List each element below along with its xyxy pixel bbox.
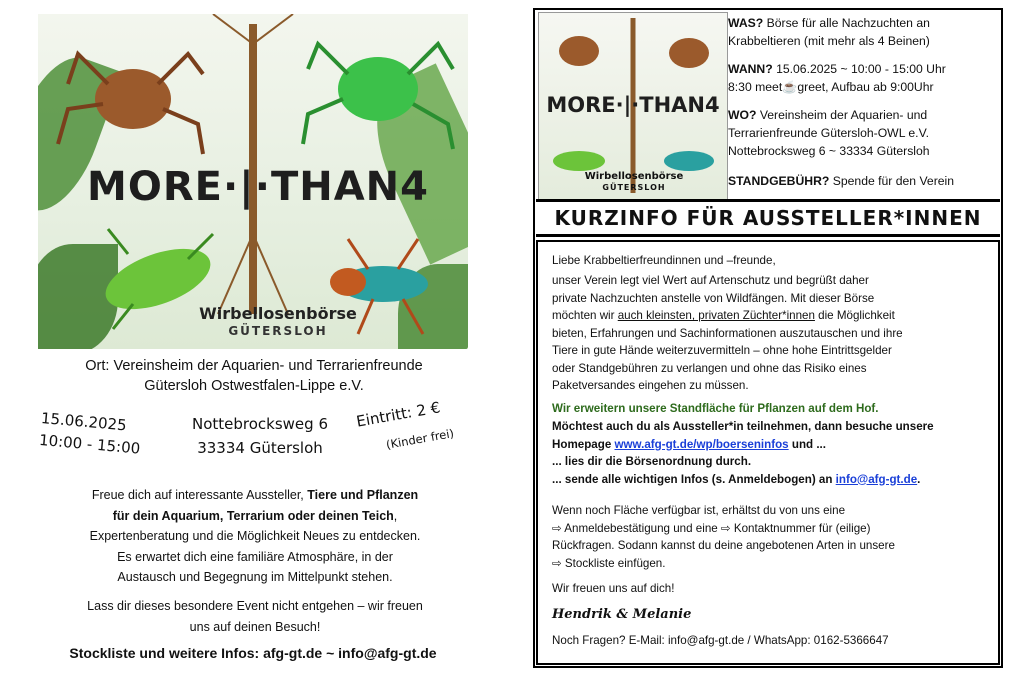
city: 33334 Gütersloh <box>197 439 323 457</box>
was-line: WAS? Börse für alle Nachzuchten an Krabbeltieren (mit mehr als 4 Beinen) <box>728 16 930 48</box>
right-poster-city: GÜTERSLOH <box>602 183 666 192</box>
wann-line: WANN? 15.06.2025 ~ 10:00 - 15:00 Uhr 8:30 meet☕greet, Aufbau ab 9:00Uhr <box>728 62 946 94</box>
section-heading: KURZINFO FÜR AUSSTELLER*INNEN <box>536 199 1000 237</box>
entry-fee: Eintritt: 2 € <box>355 398 442 431</box>
street: Nottebrocksweg 6 <box>191 415 328 433</box>
location-line-1: Ort: Vereinsheim der Aquarien- und Terrarienfreunde <box>85 358 423 374</box>
right-poster-title: MORE·|·THAN4 <box>546 93 720 117</box>
availability-paragraph: Wenn noch Fläche verfügbar ist, erhältst du von uns eine ⇨ Anmeldebestätigung und eine ⇨ Kontaktnummer für (eilige) Rückfragen. Sodann kannst du deine angebotenen Arten in unsere ⇨ Stockliste einfügen. <box>552 504 895 570</box>
address <box>170 412 350 460</box>
greeting: Liebe Krabbeltierfreundinnen und –freunde, <box>552 254 776 267</box>
location-line-2: Gütersloh Ostwestfalen-Lippe e.V. <box>144 378 364 394</box>
stand-line: STANDGEBÜHR? Spende für den Verein <box>728 174 955 188</box>
wo-line: WO? Vereinsheim der Aquarien- und Terrarienfreunde Gütersloh-OWL e.V. Nottebrocksweg 6 ~ 33334 Gütersloh <box>728 108 930 158</box>
location-text <box>38 356 470 396</box>
event-time: 10:00 - 15:00 <box>38 430 141 458</box>
email-link[interactable]: info@afg-gt.de <box>835 472 918 486</box>
signature: Hendrik & Melanie <box>552 607 692 622</box>
stock-info: Stockliste und weitere Infos: afg-gt.de ~ info@afg-gt.de <box>69 645 437 661</box>
poster-image <box>38 14 468 349</box>
description: Freue dich auf interessante Aussteller, Tiere und Pflanzen für dein Aquarium, Terrarium oder deinen Teich, Expertenberatung und die Möglichkeit Neues zu entdecken. Es erwartet dich eine familiäre Atmosphäre, in der Austausch und Begegnung im Mittelpunkt stehen. <box>89 488 421 584</box>
poster-subtitle: Wirbellosenbörse <box>199 304 357 323</box>
contact-line: Noch Fragen? E-Mail: info@afg-gt.de / WhatsApp: 0162-5366647 <box>552 634 889 647</box>
event-date: 15.06.2025 <box>40 408 128 435</box>
poster-city: GÜTERSLOH <box>228 324 328 338</box>
right-poster-subtitle: Wirbellosenbörse <box>584 171 684 182</box>
event-invite: Lass dir dieses besondere Event nicht entgehen – wir freuen uns auf deinen Besuch! <box>87 599 423 634</box>
closing-line: Wir freuen uns auf dich! <box>552 582 675 595</box>
participation-info: Möchtest auch du als Aussteller*in teilnehmen, dann besuche unsere Homepage www.afg-gt.de/wp/boerseninfos und ... ... lies dir die Börsenordnung durch. ... sende alle wichtigen Infos (s. Anmeldebogen) an info@afg-gt.de. <box>552 420 934 486</box>
plants-notice: Wir erweitern unsere Standfläche für Pflanzen auf dem Hof. <box>552 402 879 415</box>
poster-title: MORE·|·THAN4 <box>87 164 429 210</box>
kids-free: (Kinder frei) <box>385 426 455 452</box>
date-time <box>38 407 161 461</box>
right-poster-image <box>538 12 728 200</box>
intro-paragraph: unser Verein legt viel Wert auf Artenschutz und begrüßt daher private Nachzuchten anstelle von Wildfängen. Mit dieser Börse möchten wir auch kleinsten, privaten Züchter*innen die Möglichkeit bieten, Erfahrungen und Sachinformationen auszutauschen und ihre Tiere in gute Hände weiterzuvermitteln – ohne hohe Eintrittsgelder oder Standgebühren zu verlangen und ohne das Risiko eines Paketversandes eingehen zu müssen. <box>552 274 903 392</box>
homepage-link[interactable]: www.afg-gt.de/wp/boerseninfos <box>614 437 789 451</box>
